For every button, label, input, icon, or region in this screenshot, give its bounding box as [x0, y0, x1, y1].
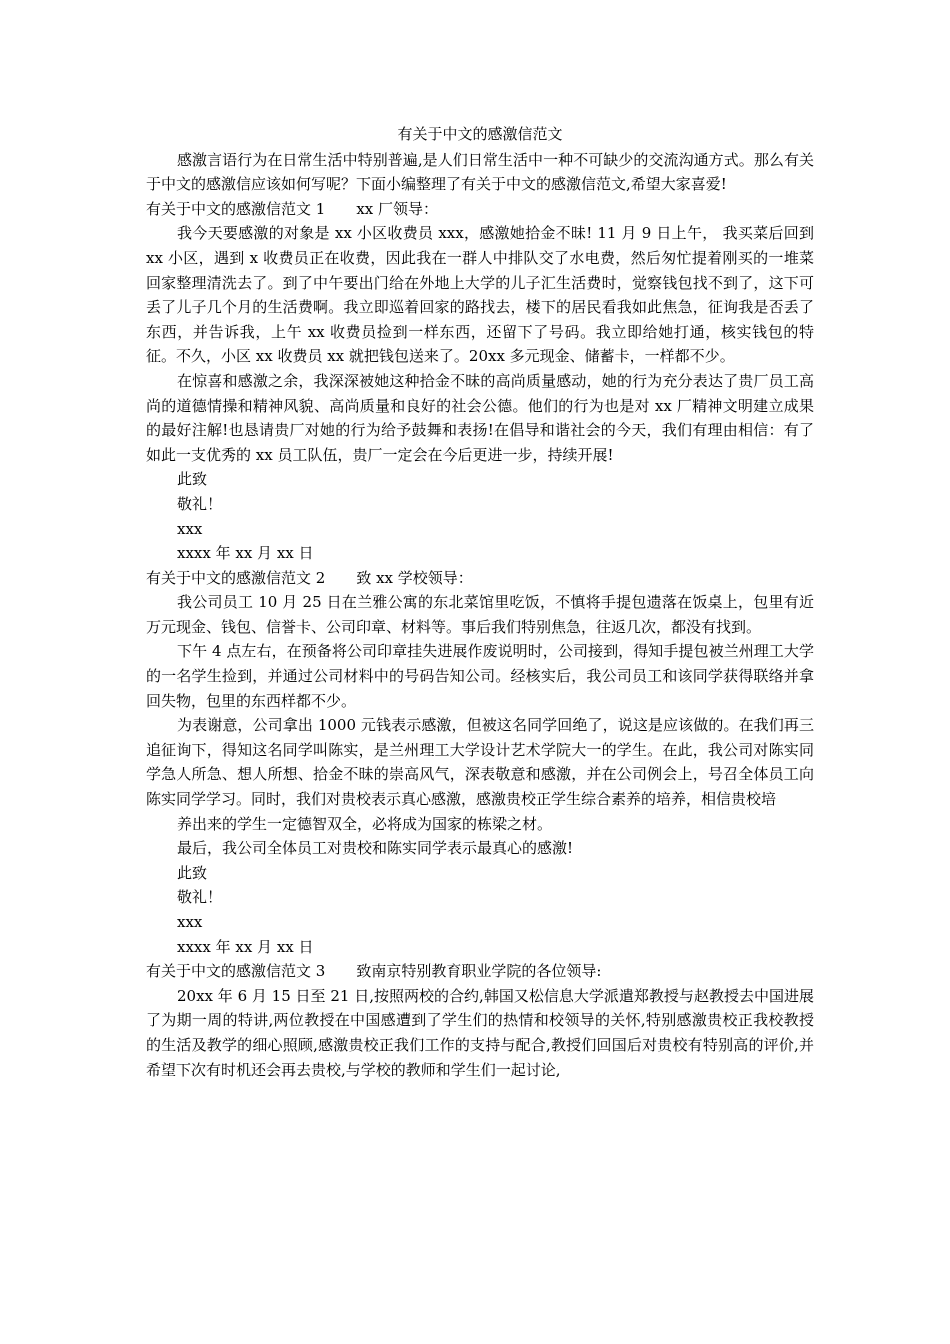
letter-2-paragraph: 下午 4 点左右，在预备将公司印章挂失进展作废说明时，公司接到，得知手提包被兰州理工大学的一名学生捡到，并通过公司材料中的号码告知公司。经核实后，我公司员工和该同学获得联络并拿回失物，包里的东西样都不少。 [146, 642, 814, 710]
letter-3-paragraph: 20xx 年 6 月 15 日至 21 日,按照两校的合约,韩国又松信息大学派遣郑教授与赵教授去中国进展了为期一周的特讲,两位教授在中国感遭到了学生们的热情和校领导的关怀,特别感激贵校正我校教授的生活及教学的细心照顾,感激贵校正我们工作的支持与配合,教授们回国后对贵校有特别高的评价,并希望下次有时机还会再去贵校,与学校的教师和学生们一起讨论, [146, 986, 814, 1079]
letter-2-addressee: 致 xx 学校领导： [356, 568, 473, 587]
letter-2-heading-title: 有关于中文的感激信范文 2 [146, 568, 326, 587]
letter-1-paragraph: 我今天要感激的对象是 xx 小区收费员 xxx，感激她拾金不昧! 11 月 9 日上午， 我买菜后回到 xx 小区，遇到 x 收费员正在收费，因此我在一群人中排队交了水电费，然后匆忙提着刚买的一堆菜回家整理清洗去了。到了中午要出门给在外地上大学的儿子汇生活费时，觉察钱包找不到了，这下可丢了儿子几个月的生活费啊。我立即巡着回家的路找去，楼下的居民看我如此焦急，征询我是否丢了东西，并告诉我，上午 xx 收费员捡到一样东西，还留下了号码。我立即给她打通，核实钱包的特征。不久，小区 xx 收费员 xx 就把钱包送来了。20xx 多元现金、储蓄卡，一样都不少。 [146, 224, 814, 366]
letter-2-closing-line: 敬礼！ [177, 888, 223, 907]
letter-2-heading [146, 566, 814, 591]
letter-2-paragraph: 养出来的学生一定德智双全，必将成为国家的栋梁之材。 [177, 814, 553, 833]
letter-1-date: xxxx 年 xx 月 xx 日 [177, 544, 314, 563]
letter-3-heading [146, 959, 814, 984]
letter-3-addressee: 致南京特别教育职业学院的各位领导: [356, 962, 602, 981]
letter-2-signature: xxx [177, 913, 203, 931]
letter-1-closing-line: 敬礼！ [177, 494, 223, 513]
intro-paragraph: 感激言语行为在日常生活中特别普遍,是人们日常生活中一种不可缺少的交流沟通方式。那么有关于中文的感激信应该如何写呢？下面小编整理了有关于中文的感激信范文,希望大家喜爱! [146, 150, 814, 194]
letter-2-date: xxxx 年 xx 月 xx 日 [177, 937, 314, 956]
letter-1-heading [146, 197, 814, 222]
letter-2-closing-line: 此致 [177, 863, 208, 882]
letter-1-addressee: xx 厂领导： [356, 199, 439, 218]
letter-1-paragraph: 在惊喜和感激之余，我深深被她这种拾金不昧的高尚质量感动，她的行为充分表达了贵厂员工高尚的道德情操和精神风貌、高尚质量和良好的社会公德。他们的行为也是对 xx 厂精神文明建立成果的最好注解!也恳请贵厂对她的行为给予鼓舞和表扬!在倡导和谐社会的今天，我们有理由相信：有了如此一支优秀的 xx 员工队伍，贵厂一定会在今后更进一步，持续开展! [146, 371, 814, 464]
letter-2-paragraph: 最后，我公司全体员工对贵校和陈实同学表示最真心的感激! [177, 839, 574, 858]
document-title: 有关于中文的感激信范文 [397, 125, 563, 143]
letter-2-paragraph: 我公司员工 10 月 25 日在兰雅公寓的东北菜馆里吃饭，不慎将手提包遗落在饭桌上，包里有近万元现金、钱包、信誉卡、公司印章、材料等。事后我们特别焦急，往返几次，都没有找到。 [146, 593, 814, 636]
letter-1-heading-title: 有关于中文的感激信范文 1 [146, 199, 326, 218]
document-page [146, 122, 814, 1082]
letter-1-signature: xxx [177, 519, 203, 538]
letter-2-paragraph: 为表谢意，公司拿出 1000 元钱表示感激，但被这名同学回绝了，说这是应该做的。在我们再三追征询下，得知这名同学叫陈实，是兰州理工大学设计艺术学院大一的学生。在此，我公司对陈实同学急人所急、想人所想、拾金不昧的崇高风气，深表敬意和感激，并在公司例会上，号召全体员工向陈实同学学习。同时，我们对贵校表示真心感激，感激贵校正学生综合素养的培养，相信贵校培 [146, 716, 814, 809]
letter-3-heading-title: 有关于中文的感激信范文 3 [146, 962, 326, 981]
letter-1-closing-line: 此致 [177, 470, 208, 489]
